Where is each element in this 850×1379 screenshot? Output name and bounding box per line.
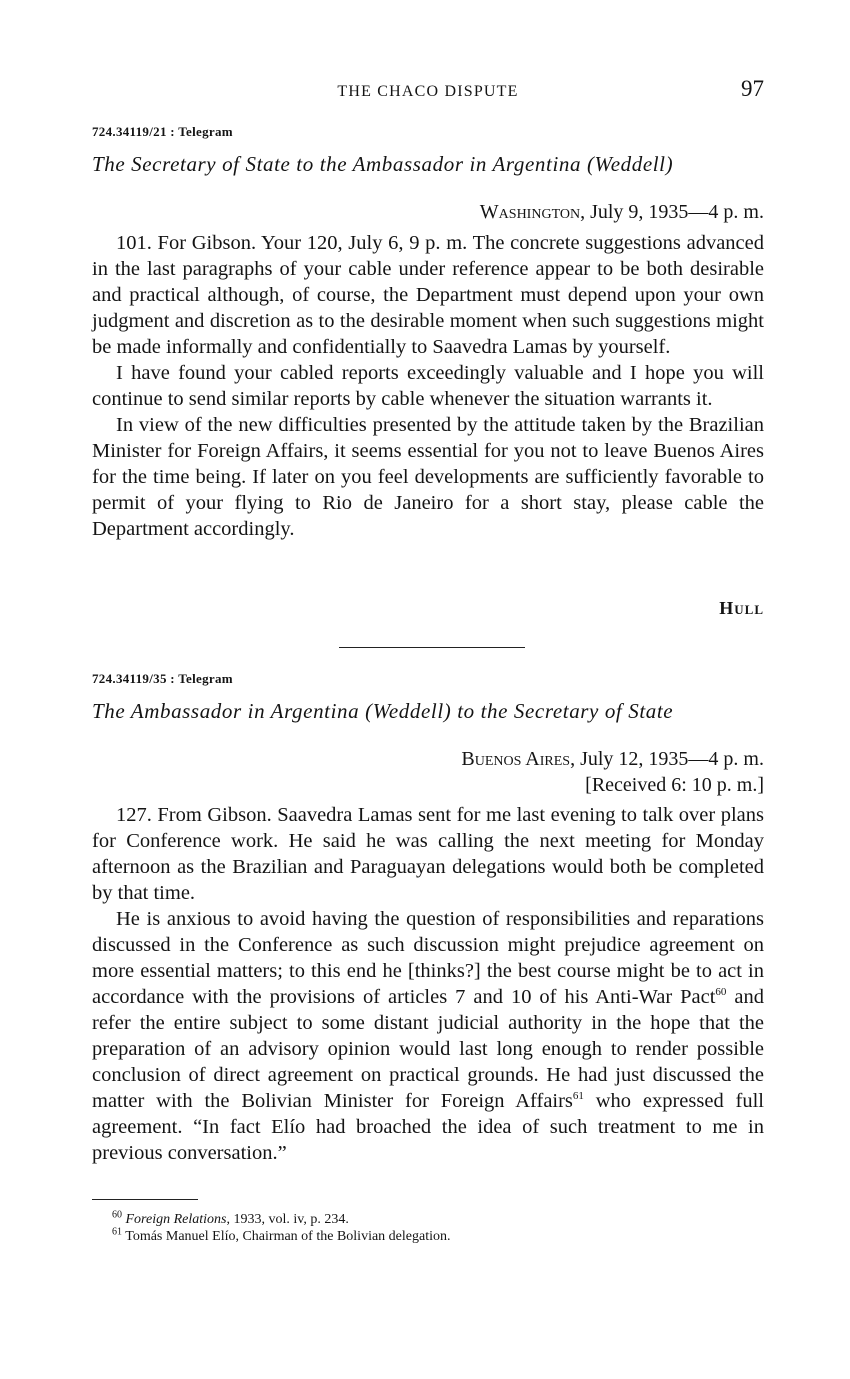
dateline-date: , July 12, 1935—4 p. m. xyxy=(570,748,764,770)
received-note: [Received 6: 10 p. m.] xyxy=(585,774,764,796)
file-number: 724.34119/35 : Telegram xyxy=(92,671,233,686)
footnote xyxy=(112,1211,764,1228)
paragraph-text: and refer the entire subject to some distant judicial authority in the hope that the preparation of an advisory opinion would last long enough to render possible conclusion of direct agreement on practical grounds. He had just discussed the matter with the Bolivian Minister for Foreign Affairs xyxy=(92,986,764,1112)
footnote-number: 61 xyxy=(112,1226,122,1238)
footnote-rule xyxy=(92,1199,198,1200)
footnote-text: , 1933, vol. iv, p. 234. xyxy=(226,1212,349,1227)
footnote-text: Tomás Manuel Elío, Chairman of the Bolivian delegation. xyxy=(125,1229,451,1244)
paragraph-text: who expressed full agreement. “In fact Elío had broached the idea of such treatment to me in previous conversation.” xyxy=(92,1090,764,1164)
signature: Hull xyxy=(719,598,764,618)
running-head xyxy=(92,76,764,106)
footnote xyxy=(112,1228,764,1245)
footnotes xyxy=(112,1211,764,1245)
document-heading: The Ambassador in Argentina (Weddell) to the Secretary of State xyxy=(92,699,674,723)
dateline-place: Washington xyxy=(479,201,581,223)
dateline-place: Buenos Aires xyxy=(461,748,571,770)
dateline xyxy=(461,748,764,771)
footnote-title: Foreign Relations xyxy=(125,1212,227,1227)
section-divider xyxy=(339,647,525,648)
footnote-number: 60 xyxy=(112,1209,122,1221)
paragraph: 127. From Gibson. Saavedra Lamas sent for me last evening to talk over plans for Conference work. He said he was calling the next meeting for Monday afternoon as the Brazilian and Paraguayan delegations would both be completed by that time. xyxy=(92,804,764,904)
file-number: 724.34119/21 : Telegram xyxy=(92,124,233,139)
paragraph: 101. For Gibson. Your 120, July 6, 9 p. m. The concrete suggestions advanced in the last paragraphs of your cable under reference appear to be both desirable and practical although, of course, the Department must depend upon your own judgment and discretion as to the desirable moment when such suggestions might be made informally and confidentially to Saavedra Lamas by yourself. xyxy=(92,232,764,358)
footnote-ref: 60 xyxy=(715,986,727,999)
dateline xyxy=(480,201,764,224)
paragraph-text: He is anxious to avoid having the question of responsibilities and reparations discussed in the Conference as such discussion might prejudice agreement on more essential matters; to this end he [thinks?] the best course might be to act in accordance with the provisions of articles 7 and 10 of his Anti-War Pact xyxy=(92,908,764,1008)
paragraph: I have found your cabled reports exceedingly valuable and I hope you will continue to send similar reports by cable whenever the situation warrants it. xyxy=(92,362,764,410)
document-body xyxy=(92,802,764,1166)
running-head-title: THE CHACO DISPUTE xyxy=(337,83,519,100)
document-body xyxy=(92,230,764,542)
footnote-ref: 61 xyxy=(572,1090,584,1103)
dateline-date: , July 9, 1935—4 p. m. xyxy=(580,201,764,223)
document-heading: The Secretary of State to the Ambassador in Argentina (Weddell) xyxy=(92,152,674,176)
paragraph: In view of the new difficulties presented by the attitude taken by the Brazilian Minister for Foreign Affairs, it seems essential for you not to leave Buenos Aires for the time being. If later on you feel developments are sufficiently favorable to permit of your flying to Rio de Janeiro for a short stay, please cable the Department accordingly. xyxy=(92,414,764,540)
paragraph xyxy=(92,906,764,1166)
page-number: 97 xyxy=(741,76,764,101)
